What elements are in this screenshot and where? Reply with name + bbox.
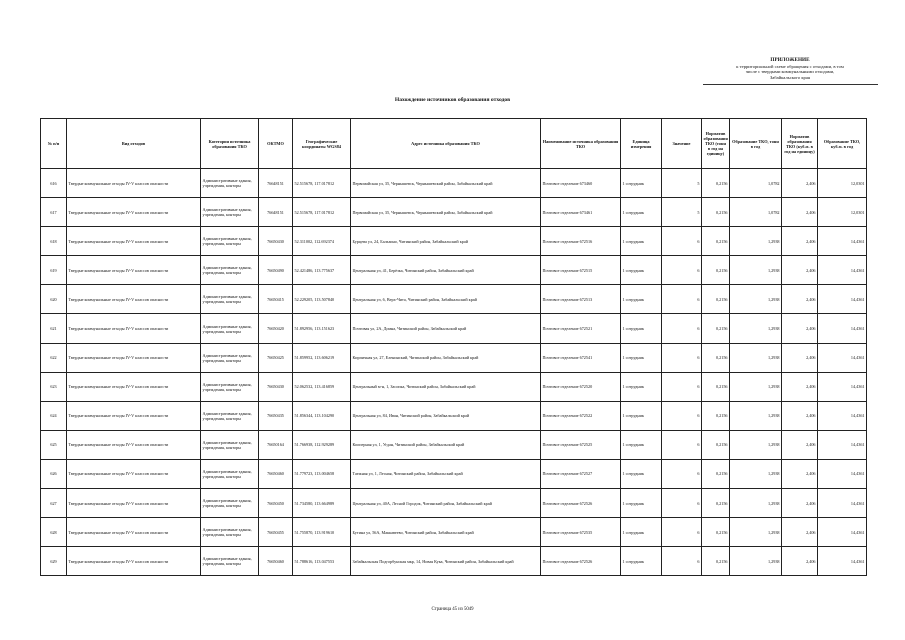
- norm-cubic-cell: 2,406: [782, 285, 818, 314]
- oktmo-code-cell: 76650430: [259, 227, 293, 256]
- source-name-cell: Почтовое отделение 672516: [541, 227, 621, 256]
- norm-tons-cell: 0,2156: [702, 489, 730, 518]
- source-category-cell: Административные здания, учреждения, конторы: [201, 256, 259, 285]
- waste-type-cell: Твердые коммунальные отходы IV-V классов опасности: [67, 547, 201, 576]
- value-cell: 6: [662, 227, 702, 256]
- cubic-per-year-cell: 14,4361: [818, 518, 867, 547]
- coordinates-cell: 52.311002, 112.692374: [293, 227, 351, 256]
- cubic-per-year-cell: 14,4361: [818, 372, 867, 401]
- tons-per-year-cell: 1,2938: [730, 489, 782, 518]
- unit-cell: 1 сотрудник: [621, 401, 662, 430]
- coordinates-cell: 52.229205, 113.507840: [293, 285, 351, 314]
- unit-cell: 1 сотрудник: [621, 547, 662, 576]
- waste-type-cell: Твердые коммунальные отходы IV-V классов опасности: [67, 314, 201, 343]
- oktmo-code-cell: 76650425: [259, 343, 293, 372]
- norm-cubic-cell: 2,406: [782, 169, 818, 198]
- norm-tons-cell: 0,2156: [702, 430, 730, 459]
- source-name-cell: Почтовое отделение 672541: [541, 343, 621, 372]
- unit-cell: 1 сотрудник: [621, 430, 662, 459]
- header-cell: Значение: [662, 119, 702, 169]
- row-number-cell: 625: [41, 430, 67, 459]
- row-number-cell: 619: [41, 256, 67, 285]
- unit-cell: 1 сотрудник: [621, 227, 662, 256]
- header-cell: Вид отходов: [67, 119, 201, 169]
- value-cell: 6: [662, 459, 702, 488]
- appendix-block: [700, 58, 880, 85]
- header-cell: Адрес источника образования ТКО: [351, 119, 541, 169]
- value-cell: 6: [662, 547, 702, 576]
- source-name-cell: Почтовое отделение 672526: [541, 547, 621, 576]
- cubic-per-year-cell: 14,4361: [818, 459, 867, 488]
- coordinates-cell: 51.892956, 113.151623: [293, 314, 351, 343]
- norm-tons-cell: 0,2156: [702, 169, 730, 198]
- oktmo-code-cell: 76650460: [259, 459, 293, 488]
- tons-per-year-cell: 1,2938: [730, 314, 782, 343]
- value-cell: 6: [662, 518, 702, 547]
- source-name-cell: Почтовое отделение 672515: [541, 256, 621, 285]
- table-row: [41, 343, 867, 372]
- header-cell: Единица измерения: [621, 119, 662, 169]
- norm-tons-cell: 0,2156: [702, 518, 730, 547]
- coordinates-cell: 52.515678, 117.017812: [293, 198, 351, 227]
- coordinates-cell: 52.421486, 113.775637: [293, 256, 351, 285]
- cubic-per-year-cell: 14,4361: [818, 256, 867, 285]
- tons-per-year-cell: 1,2938: [730, 518, 782, 547]
- cubic-per-year-cell: 14,4361: [818, 401, 867, 430]
- source-name-cell: Почтовое отделение 672513: [541, 285, 621, 314]
- row-number-cell: 624: [41, 401, 67, 430]
- table-row: [41, 401, 867, 430]
- waste-type-cell: Твердые коммунальные отходы IV-V классов опасности: [67, 372, 201, 401]
- norm-tons-cell: 0,2156: [702, 547, 730, 576]
- source-category-cell: Административные здания, учреждения, конторы: [201, 198, 259, 227]
- waste-type-cell: Твердые коммунальные отходы IV-V классов опасности: [67, 169, 201, 198]
- row-number-cell: 626: [41, 459, 67, 488]
- row-number-cell: 627: [41, 489, 67, 518]
- tons-per-year-cell: 1,2938: [730, 256, 782, 285]
- waste-type-cell: Твердые коммунальные отходы IV-V классов опасности: [67, 518, 201, 547]
- row-number-cell: 621: [41, 314, 67, 343]
- norm-cubic-cell: 2,406: [782, 372, 818, 401]
- unit-cell: 1 сотрудник: [621, 518, 662, 547]
- source-address-cell: Центральный м-н, 1, Засопка, Читинский район, Забайкальский край: [351, 372, 541, 401]
- table-row: [41, 459, 867, 488]
- row-number-cell: 629: [41, 547, 67, 576]
- header-cell: Образование ТКО, тонн в год: [730, 119, 782, 169]
- norm-cubic-cell: 2,406: [782, 227, 818, 256]
- header-cell: Норматив образования ТКО (куб.м. в год на единицу): [782, 119, 818, 169]
- table-row: [41, 169, 867, 198]
- table-row: [41, 198, 867, 227]
- value-cell: 5: [662, 198, 702, 227]
- norm-tons-cell: 0,2156: [702, 459, 730, 488]
- norm-tons-cell: 0,2156: [702, 227, 730, 256]
- cubic-per-year-cell: 14,4361: [818, 430, 867, 459]
- waste-type-cell: Твердые коммунальные отходы IV-V классов опасности: [67, 489, 201, 518]
- source-address-cell: Центральная ул, 41, Берёзка, Читинский район, Забайкальский край: [351, 256, 541, 285]
- norm-cubic-cell: 2,406: [782, 314, 818, 343]
- source-address-cell: Первомайская ул, 35, Чернышевск, Чернышевский район, Забайкальский край: [351, 198, 541, 227]
- source-name-cell: Почтовое отделение 672527: [541, 459, 621, 488]
- source-address-cell: Кооперная ул, 1, Угдан, Читинский район, Забайкальский край: [351, 430, 541, 459]
- table-row: [41, 227, 867, 256]
- header-cell: Образование ТКО, куб.м. в год: [818, 119, 867, 169]
- source-category-cell: Административные здания, учреждения, конторы: [201, 372, 259, 401]
- norm-tons-cell: 0,2156: [702, 401, 730, 430]
- appendix-rule: [703, 84, 878, 85]
- oktmo-code-cell: 76650430: [259, 372, 293, 401]
- source-address-cell: Таежная ул, 1, Лесная, Читинский район, Забайкальский край: [351, 459, 541, 488]
- waste-type-cell: Твердые коммунальные отходы IV-V классов опасности: [67, 198, 201, 227]
- oktmo-code-cell: 76650415: [259, 285, 293, 314]
- row-number-cell: 617: [41, 198, 67, 227]
- norm-cubic-cell: 2,406: [782, 401, 818, 430]
- waste-type-cell: Твердые коммунальные отходы IV-V классов опасности: [67, 285, 201, 314]
- source-category-cell: Административные здания, учреждения, конторы: [201, 518, 259, 547]
- header-cell: № п/п: [41, 119, 67, 169]
- row-number-cell: 618: [41, 227, 67, 256]
- row-number-cell: 628: [41, 518, 67, 547]
- oktmo-code-cell: 76650435: [259, 401, 293, 430]
- unit-cell: 1 сотрудник: [621, 314, 662, 343]
- table-row: [41, 518, 867, 547]
- source-address-cell: Первомайская ул, 35, Чернышевск, Чернышевский район, Забайкальский край: [351, 169, 541, 198]
- source-category-cell: Административные здания, учреждения, конторы: [201, 401, 259, 430]
- tons-per-year-cell: 1,2938: [730, 430, 782, 459]
- table-row: [41, 430, 867, 459]
- source-name-cell: Почтовое отделение 672520: [541, 372, 621, 401]
- coordinates-cell: 51.755870, 113.919610: [293, 518, 351, 547]
- source-address-cell: Забайкальская Подгорбунская мкр, 14, Новая Кука, Читинский район, Забайкальский край: [351, 547, 541, 576]
- cubic-per-year-cell: 14,4361: [818, 489, 867, 518]
- source-category-cell: Административные здания, учреждения, конторы: [201, 169, 259, 198]
- source-category-cell: Административные здания, учреждения, конторы: [201, 285, 259, 314]
- norm-cubic-cell: 2,406: [782, 343, 818, 372]
- source-address-cell: Центральная ул, 84, Иван, Читинский район, Забайкальский край: [351, 401, 541, 430]
- norm-tons-cell: 0,2156: [702, 198, 730, 227]
- oktmo-code-cell: 76650450: [259, 489, 293, 518]
- oktmo-code-cell: 76650490: [259, 256, 293, 285]
- norm-tons-cell: 0,2156: [702, 314, 730, 343]
- oktmo-code-cell: 76650164: [259, 430, 293, 459]
- cubic-per-year-cell: 14,4361: [818, 227, 867, 256]
- table-header-row: [41, 119, 867, 169]
- tons-per-year-cell: 1,2938: [730, 401, 782, 430]
- cubic-per-year-cell: 12,0301: [818, 169, 867, 198]
- norm-cubic-cell: 2,406: [782, 489, 818, 518]
- value-cell: 6: [662, 285, 702, 314]
- table-row: [41, 372, 867, 401]
- coordinates-cell: 51.779723, 113.004658: [293, 459, 351, 488]
- unit-cell: 1 сотрудник: [621, 285, 662, 314]
- document-title: Нахождение источников образования отходов: [394, 97, 511, 103]
- source-name-cell: Почтовое отделение 672522: [541, 401, 621, 430]
- unit-cell: 1 сотрудник: [621, 459, 662, 488]
- tons-per-year-cell: 1,2938: [730, 343, 782, 372]
- norm-cubic-cell: 2,406: [782, 459, 818, 488]
- source-name-cell: Почтовое отделение 673460: [541, 169, 621, 198]
- waste-type-cell: Твердые коммунальные отходы IV-V классов опасности: [67, 430, 201, 459]
- table-row: [41, 256, 867, 285]
- coordinates-cell: 51.766938, 112.929289: [293, 430, 351, 459]
- table-row: [41, 547, 867, 576]
- source-category-cell: Административные здания, учреждения, конторы: [201, 430, 259, 459]
- value-cell: 6: [662, 372, 702, 401]
- cubic-per-year-cell: 12,0301: [818, 198, 867, 227]
- page-footer: Страница 45 из 5049: [431, 607, 474, 612]
- value-cell: 5: [662, 169, 702, 198]
- unit-cell: 1 сотрудник: [621, 256, 662, 285]
- source-name-cell: Почтовое отделение 672526: [541, 489, 621, 518]
- tons-per-year-cell: 1,2938: [730, 285, 782, 314]
- waste-type-cell: Твердые коммунальные отходы IV-V классов опасности: [67, 459, 201, 488]
- header-cell: Норматив образования ТКО (тонн в год на единицу): [702, 119, 730, 169]
- row-number-cell: 616: [41, 169, 67, 198]
- value-cell: 6: [662, 314, 702, 343]
- source-address-cell: Бурцева ул, 24, Бальзино, Читинский район, Забайкальский край: [351, 227, 541, 256]
- oktmo-code-cell: 76648151: [259, 198, 293, 227]
- source-address-cell: Почтовая ул, 2А, Домна, Читинский район, Забайкальский край: [351, 314, 541, 343]
- unit-cell: 1 сотрудник: [621, 169, 662, 198]
- coordinates-cell: 51.734580, 113.664989: [293, 489, 351, 518]
- oktmo-code-cell: 76650420: [259, 314, 293, 343]
- waste-sources-table: [40, 118, 867, 576]
- unit-cell: 1 сотрудник: [621, 372, 662, 401]
- norm-tons-cell: 0,2156: [702, 256, 730, 285]
- tons-per-year-cell: 1,2938: [730, 227, 782, 256]
- source-category-cell: Административные здания, учреждения, конторы: [201, 227, 259, 256]
- norm-tons-cell: 0,2156: [702, 285, 730, 314]
- source-address-cell: Центральная ул, 40А, Лесной Городок, Читинский район, Забайкальский край: [351, 489, 541, 518]
- norm-cubic-cell: 2,406: [782, 518, 818, 547]
- table-body: [41, 169, 867, 576]
- source-category-cell: Административные здания, учреждения, конторы: [201, 489, 259, 518]
- cubic-per-year-cell: 14,4361: [818, 547, 867, 576]
- waste-type-cell: Твердые коммунальные отходы IV-V классов опасности: [67, 256, 201, 285]
- source-category-cell: Административные здания, учреждения, конторы: [201, 459, 259, 488]
- waste-type-cell: Твердые коммунальные отходы IV-V классов опасности: [67, 227, 201, 256]
- row-number-cell: 620: [41, 285, 67, 314]
- source-address-cell: Центральная ул, 6, Верх-Чита, Читинский район, Забайкальский край: [351, 285, 541, 314]
- table-row: [41, 489, 867, 518]
- value-cell: 6: [662, 256, 702, 285]
- unit-cell: 1 сотрудник: [621, 343, 662, 372]
- norm-cubic-cell: 2,406: [782, 198, 818, 227]
- waste-type-cell: Твердые коммунальные отходы IV-V классов опасности: [67, 401, 201, 430]
- header-cell: Географические координаты WGS84: [293, 119, 351, 169]
- value-cell: 6: [662, 401, 702, 430]
- value-cell: 6: [662, 430, 702, 459]
- source-category-cell: Административные здания, учреждения, конторы: [201, 343, 259, 372]
- tons-per-year-cell: 1,0782: [730, 169, 782, 198]
- norm-cubic-cell: 2,406: [782, 256, 818, 285]
- tons-per-year-cell: 1,0782: [730, 198, 782, 227]
- coordinates-cell: 51.859952, 113.606219: [293, 343, 351, 372]
- source-category-cell: Административные здания, учреждения, конторы: [201, 547, 259, 576]
- value-cell: 6: [662, 343, 702, 372]
- tons-per-year-cell: 1,2938: [730, 459, 782, 488]
- oktmo-code-cell: 76648151: [259, 169, 293, 198]
- norm-tons-cell: 0,2156: [702, 343, 730, 372]
- unit-cell: 1 сотрудник: [621, 198, 662, 227]
- appendix-line-1: к территориальной схеме обращения с отходами, в том: [736, 63, 844, 69]
- table-row: [41, 314, 867, 343]
- cubic-per-year-cell: 14,4361: [818, 285, 867, 314]
- source-name-cell: Почтовое отделение 672535: [541, 518, 621, 547]
- table-row: [41, 285, 867, 314]
- oktmo-code-cell: 76650460: [259, 547, 293, 576]
- tons-per-year-cell: 1,2938: [730, 547, 782, 576]
- source-name-cell: Почтовое отделение 673461: [541, 198, 621, 227]
- coordinates-cell: 51.856344, 113.104290: [293, 401, 351, 430]
- source-address-cell: Бутина ул, 56А, Маккавеево, Читинский район, Забайкальский край: [351, 518, 541, 547]
- source-name-cell: Почтовое отделение 672525: [541, 430, 621, 459]
- norm-cubic-cell: 2,406: [782, 430, 818, 459]
- oktmo-code-cell: 76650455: [259, 518, 293, 547]
- header-cell: ОКТМО: [259, 119, 293, 169]
- norm-tons-cell: 0,2156: [702, 372, 730, 401]
- source-address-cell: Кирпичная ул, 27, Еленинский, Читинский район, Забайкальский край: [351, 343, 541, 372]
- source-name-cell: Почтовое отделение 672521: [541, 314, 621, 343]
- coordinates-cell: 52.515678, 117.017812: [293, 169, 351, 198]
- header-cell: Наименование источника образования ТКО: [541, 119, 621, 169]
- cubic-per-year-cell: 14,4361: [818, 343, 867, 372]
- tons-per-year-cell: 1,2938: [730, 372, 782, 401]
- appendix-title: ПРИЛОЖЕНИЕ: [770, 57, 810, 63]
- coordinates-cell: 51.788616, 113.047553: [293, 547, 351, 576]
- row-number-cell: 623: [41, 372, 67, 401]
- appendix-line-2: числе с твердыми коммунальными отходами,: [745, 69, 835, 75]
- appendix-line-3: Забайкальского края: [769, 74, 811, 80]
- coordinates-cell: 52.062532, 113.416859: [293, 372, 351, 401]
- unit-cell: 1 сотрудник: [621, 489, 662, 518]
- row-number-cell: 622: [41, 343, 67, 372]
- header-cell: Категория источника образования ТКО: [201, 119, 259, 169]
- waste-type-cell: Твердые коммунальные отходы IV-V классов опасности: [67, 343, 201, 372]
- norm-cubic-cell: 2,406: [782, 547, 818, 576]
- value-cell: 6: [662, 489, 702, 518]
- source-category-cell: Административные здания, учреждения, конторы: [201, 314, 259, 343]
- cubic-per-year-cell: 14,4361: [818, 314, 867, 343]
